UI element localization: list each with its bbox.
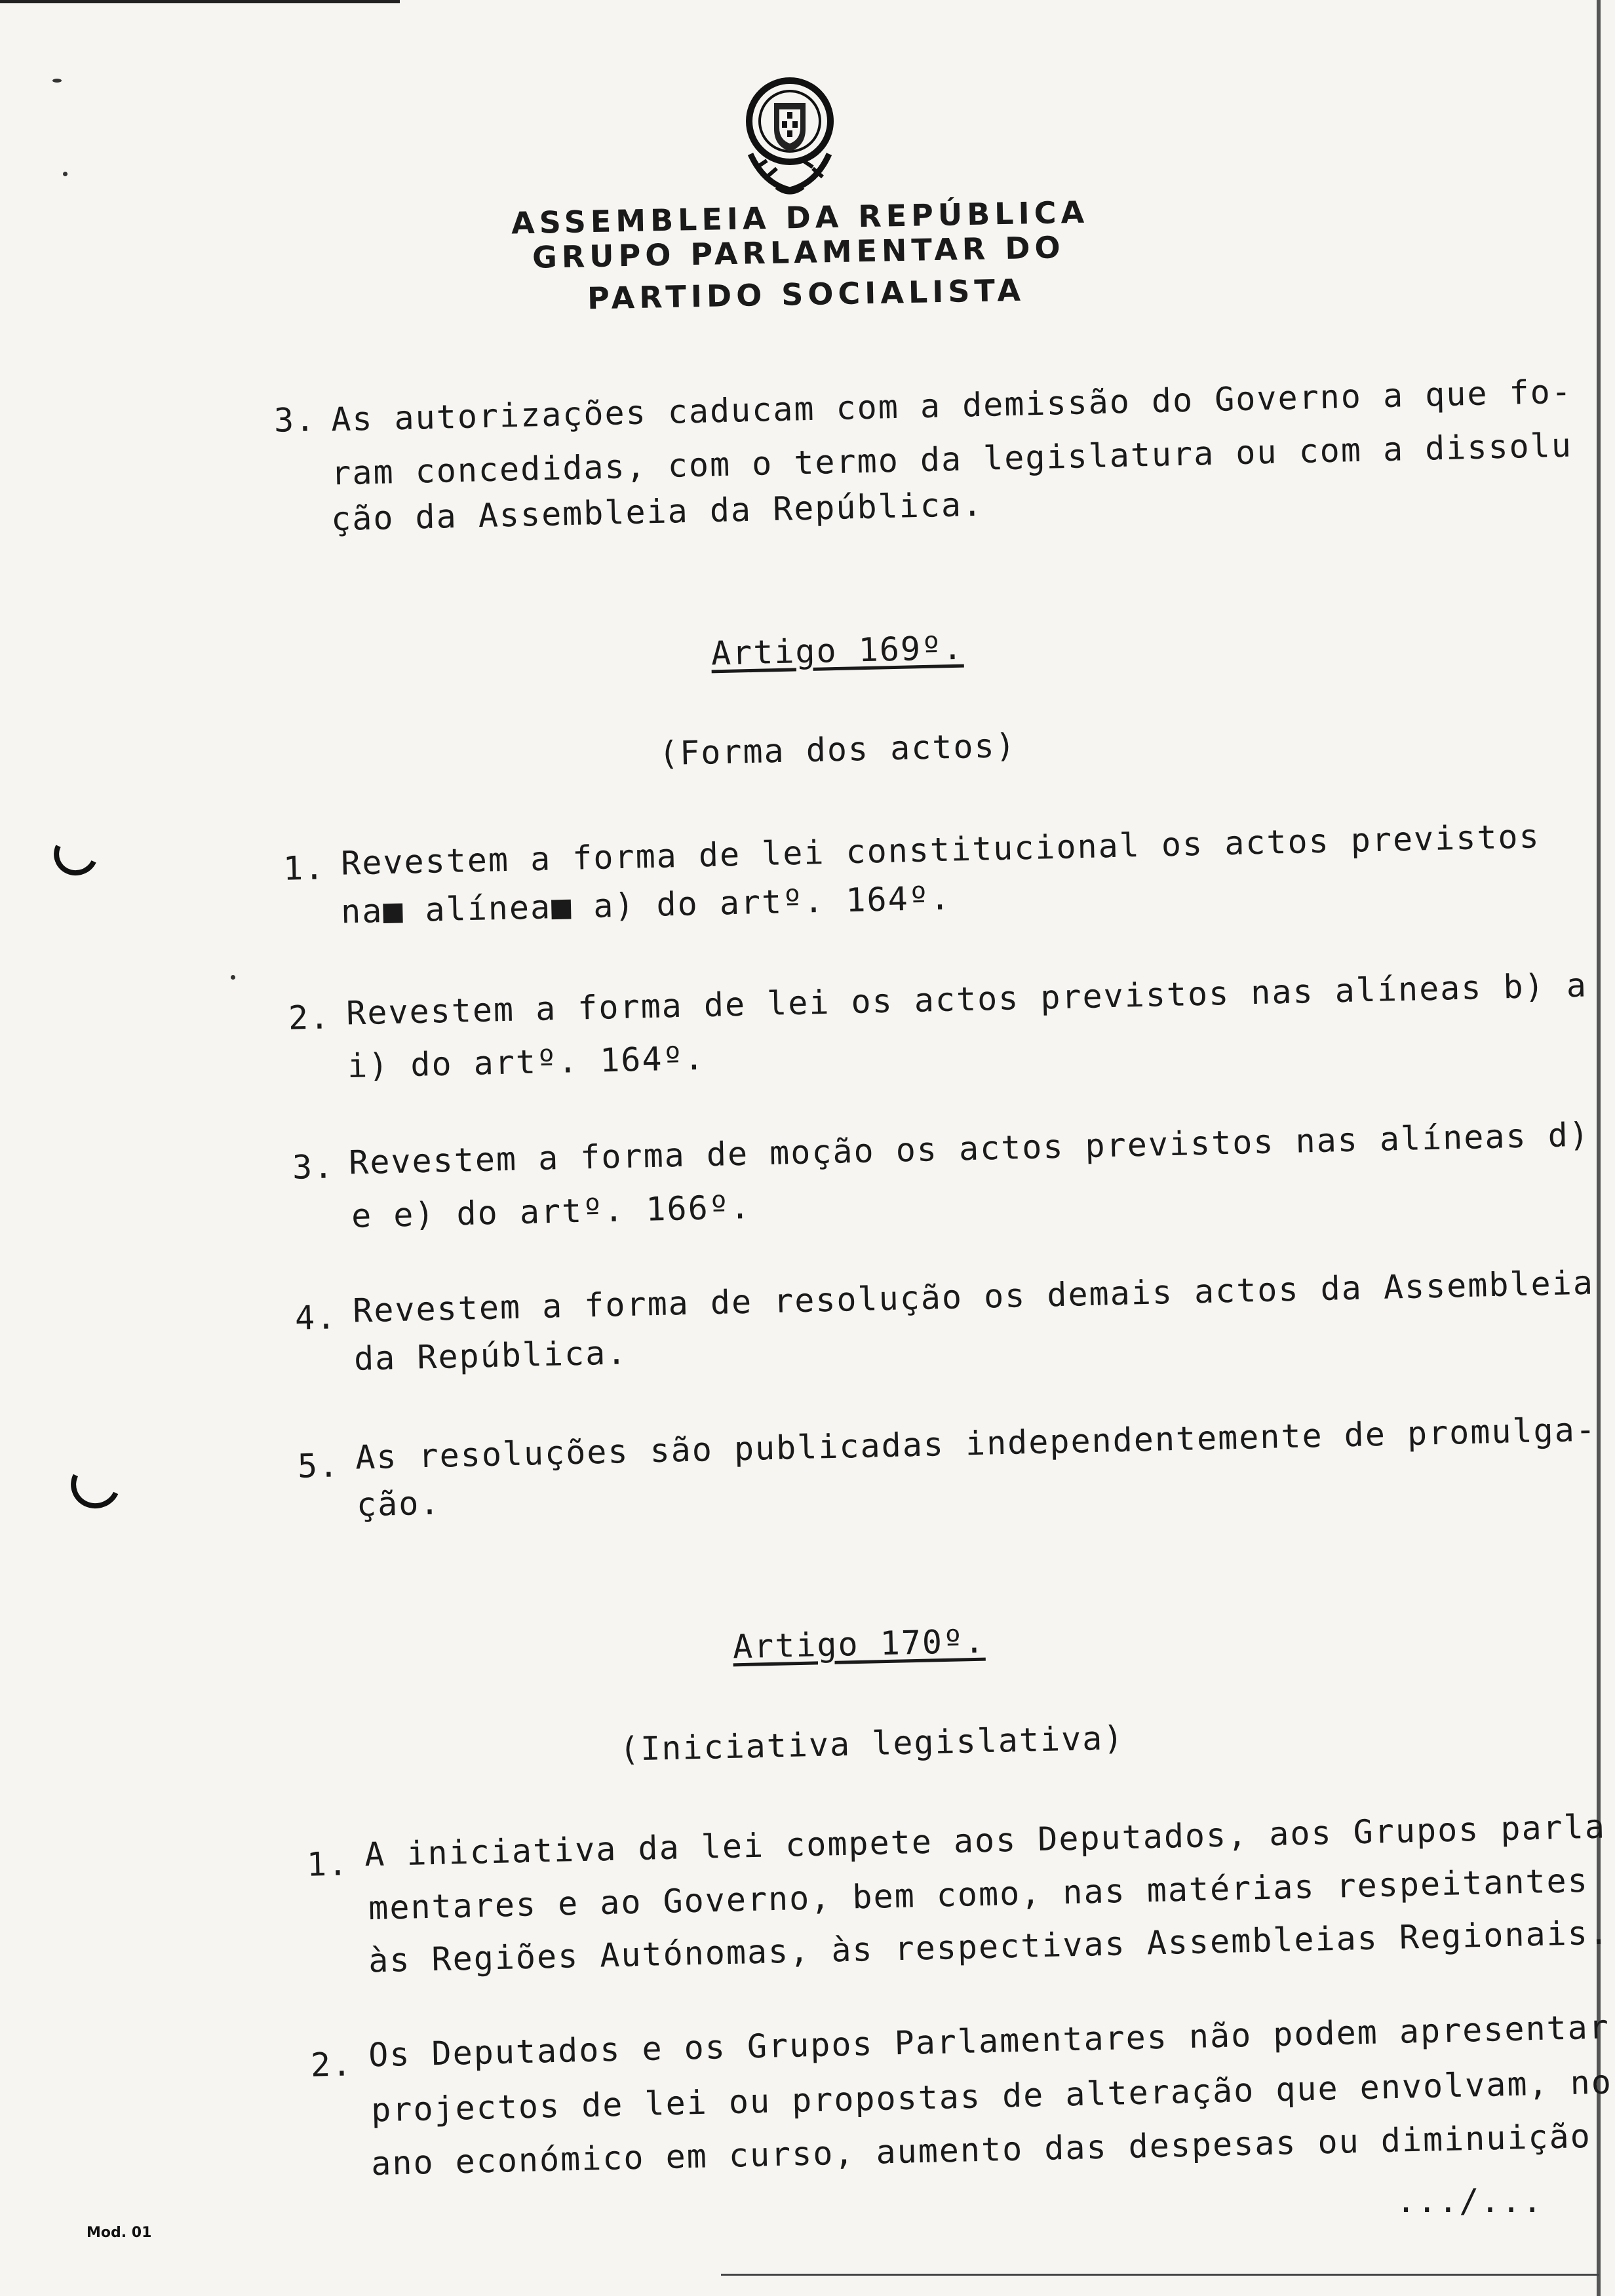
article-170-item-line: às Regiões Autónomas, às respectivas Assembleias Regionais. [368, 1913, 1610, 1980]
article-169-item-number: 1. [282, 849, 326, 888]
article-169-item-line: e e) do artº. 166º. [351, 1188, 752, 1235]
scan-speck [52, 79, 62, 83]
article-169-subtitle: (Forma dos actos) [658, 726, 1017, 773]
article-169-item-line: As resoluções são publicadas independentemente de promulga- [355, 1410, 1597, 1477]
article-169-item-line: da República. [353, 1333, 628, 1378]
article-169-item-line: i) do artº. 164º. [347, 1039, 706, 1086]
scan-speck [231, 975, 235, 980]
bottom-edge-line [721, 2274, 1599, 2276]
punch-hole-mark-top [48, 826, 104, 881]
form-code: Mod. 01 [87, 2225, 152, 2241]
header-line-3: PARTIDO SOCIALISTA [587, 272, 1026, 316]
header-line-1: ASSEMBLEIA DA REPÚBLICA [511, 194, 1089, 241]
header-line-2: GRUPO PARLAMENTAR DO [532, 229, 1066, 275]
article-169-title: Artigo 169º. [710, 628, 964, 673]
article-169-item-line: na■ alínea■ a) do artº. 164º. [340, 879, 952, 931]
article-169-item-line: Revestem a forma de resolução os demais actos da Assembleia [352, 1263, 1595, 1330]
paragraph-3-line: As autorizações caducam com a demissão do Governo a que fo- [330, 372, 1573, 439]
coat-of-arms-emblem [737, 69, 842, 200]
article-170-item-line: A iniciativa da lei compete aos Deputados, aos Grupos parla [364, 1807, 1606, 1874]
article-170-title: Artigo 170º. [732, 1622, 986, 1666]
article-169-item-line: Revestem a forma de lei constitucional os actos previstos [340, 817, 1541, 883]
article-170-subtitle: (Iniciativa legislativa) [619, 1719, 1125, 1769]
punch-hole-mark-bottom [64, 1453, 128, 1516]
article-170-item-number: 2. [310, 2045, 353, 2084]
paragraph-3-line: ção da Assembleia da República. [330, 485, 984, 539]
paragraph-3-number: 3. [273, 400, 317, 440]
paragraph-3-line: ram concedidas, com o termo da legislatura ou com a dissolu [330, 426, 1573, 493]
article-170-item-line: ano económico em curso, aumento das despesas ou diminuição [370, 2116, 1592, 2183]
article-169-item-line: Revestem a forma de moção os actos previstos nas alíneas d) [348, 1115, 1591, 1182]
scan-speck [63, 172, 68, 176]
article-169-item-number: 4. [294, 1298, 338, 1337]
article-169-item-number: 3. [292, 1147, 335, 1187]
continuation-marker: .../... [1396, 2182, 1544, 2220]
article-170-item-line: Os Deputados e os Grupos Parlamentares não podem apresentar [368, 2008, 1610, 2075]
article-169-item-line: Revestem a forma de lei os actos previstos nas alíneas b) a [345, 966, 1588, 1033]
article-170-item-number: 1. [306, 1845, 349, 1884]
top-edge-shadow [0, 0, 400, 3]
article-169-item-number: 2. [288, 998, 331, 1037]
article-170-item-line: projectos de lei ou propostas de alteração que envolvam, no [370, 2063, 1613, 2130]
article-169-item-number: 5. [297, 1446, 340, 1485]
article-170-item-line: mentares e ao Governo, bem como, nas matérias respeitantes [368, 1861, 1589, 1928]
article-169-item-line: ção. [356, 1483, 442, 1524]
